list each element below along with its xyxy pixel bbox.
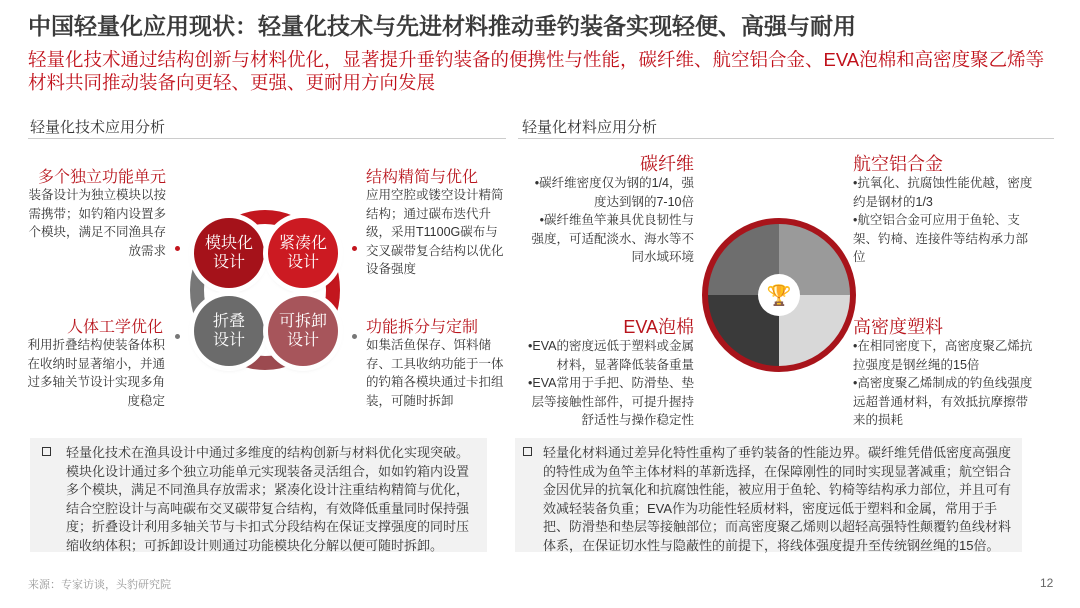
petal-compact: 紧凑化设计 — [268, 218, 338, 288]
material-body: •EVA的密度远低于塑料或金属材料，显著降低装备重量 •EVA常用于手把、防滑垫、垫层等接触性部件，可提升握持舒适性与操作稳定性 — [528, 339, 694, 427]
item-body: 利用折叠结构使装备体积在收纳时显著缩小，并通过多轴关节设计实现多角度稳定 — [27, 338, 165, 408]
page-number: 12 — [1040, 576, 1054, 590]
checkbox-bullet-icon — [523, 447, 532, 456]
flower-diagram — [180, 200, 350, 380]
left-section-title: 轻量化技术应用分析 — [30, 119, 166, 136]
right-summary-box — [515, 438, 1022, 552]
item-body: 装备设计为独立模块以按需携带；如钓箱内设置多个模块，满足不同渔具存放需求 — [28, 188, 166, 258]
petal-modular: 模块化设计 — [194, 218, 264, 288]
divider — [28, 138, 506, 139]
right-summary-text: 轻量化材料通过差异化特性重构了垂钓装备的性能边界。碳纤维凭借低密度高强度的特性成为鱼竿主体材料的革新选择，在保障刚性的同时实现显著减重；航空铝合金因优异的抗氧化和抗腐蚀性能，被应用于鱼轮、钓椅等结构承力部位，并且可有效减轻装备负重；EVA作为功能性轻质材料，密度远低于塑料和金属，常用于手把、防滑垫和垫层等接触部位；而高密度聚乙烯则以超轻高强特性颠覆钓鱼线材料体系，在保证切水性与隐蔽性的前提下，将线体强度提升至传统钢丝绳的15倍。 — [543, 445, 1012, 553]
petal-folding: 折叠设计 — [194, 296, 264, 366]
petal-detachable: 可拆卸设计 — [268, 296, 338, 366]
material-body: •在相同密度下，高密度聚乙烯抗拉强度是钢丝绳的15倍 •高密度聚乙烯制成的钓鱼线强度远超普通材料，有效抵抗摩擦带来的损耗 — [853, 339, 1033, 427]
right-section-title: 轻量化材料应用分析 — [522, 119, 658, 136]
trophy-icon: 🏆 — [758, 274, 800, 316]
bullet-dot — [352, 334, 357, 339]
item-title: 人体工学优化 — [66, 319, 163, 336]
material-body: •碳纤维密度仅为钢的1/4，强度达到钢的7-10倍 •碳纤维鱼竿兼具优良韧性与强度，可适配淡水、海水等不同水域环境 — [531, 176, 694, 264]
divider — [518, 138, 1054, 139]
source-note: 来源：专家访谈，头豹研究院 — [28, 579, 171, 591]
material-body: •抗氧化、抗腐蚀性能优越，密度约是钢材的1/3 •航空铝合金可应用于鱼轮、支架、钓椅、连接件等结构承力部位 — [853, 176, 1033, 264]
item-title: 多个独立功能单元 — [37, 169, 166, 186]
page-title: 中国轻量化应用现状：轻量化技术与先进材料推动垂钓装备实现轻便、高强与耐用 — [28, 13, 856, 39]
left-summary-text: 轻量化技术在渔具设计中通过多维度的结构创新与材料优化实现突破。模块化设计通过多个独立功能单元实现装备灵活组合，如如钓箱内设置多个模块，满足不同渔具存放需求；紧凑化设计注重结构精简与优化，结合空腔设计与高吨碳布交叉碳带复合结构，有效降低重量同时保持强度；折叠设计利用多轴关节与卡扣式分段结构在保证支撑强度的同时压缩收纳体积；可拆卸设计则通过功能模块化分解以便可随时拆卸。 — [66, 445, 470, 553]
materials-image — [702, 218, 856, 372]
item-body: 应用空腔或镂空设计精简结构；通过碳布迭代升级，采用T1100G碳布与交叉碳带复合结构以优化设备强度 — [366, 188, 504, 276]
material-title: 碳纤维 — [640, 154, 694, 174]
item-body: 如集活鱼保存、饵料储存、工具收纳功能于一体的钓箱各模块通过卡扣组装，可随时拆卸 — [366, 338, 504, 408]
material-title: 高密度塑料 — [853, 317, 943, 337]
left-summary-box — [30, 438, 487, 552]
page-subtitle: 轻量化技术通过结构创新与材料优化，显著提升垂钓装备的便携性与性能，碳纤维、航空铝合金、EVA泡棉和高密度聚乙烯等材料共同推动装备向更轻、更强、更耐用方向发展 — [28, 49, 1045, 93]
bullet-dot — [175, 334, 180, 339]
item-title: 结构精简与优化 — [366, 169, 479, 186]
item-title: 功能拆分与定制 — [366, 319, 479, 336]
checkbox-bullet-icon — [42, 447, 51, 456]
bullet-dot — [352, 246, 357, 251]
material-title: EVA泡棉 — [623, 317, 694, 337]
bullet-dot — [175, 246, 180, 251]
material-title: 航空铝合金 — [853, 154, 943, 174]
